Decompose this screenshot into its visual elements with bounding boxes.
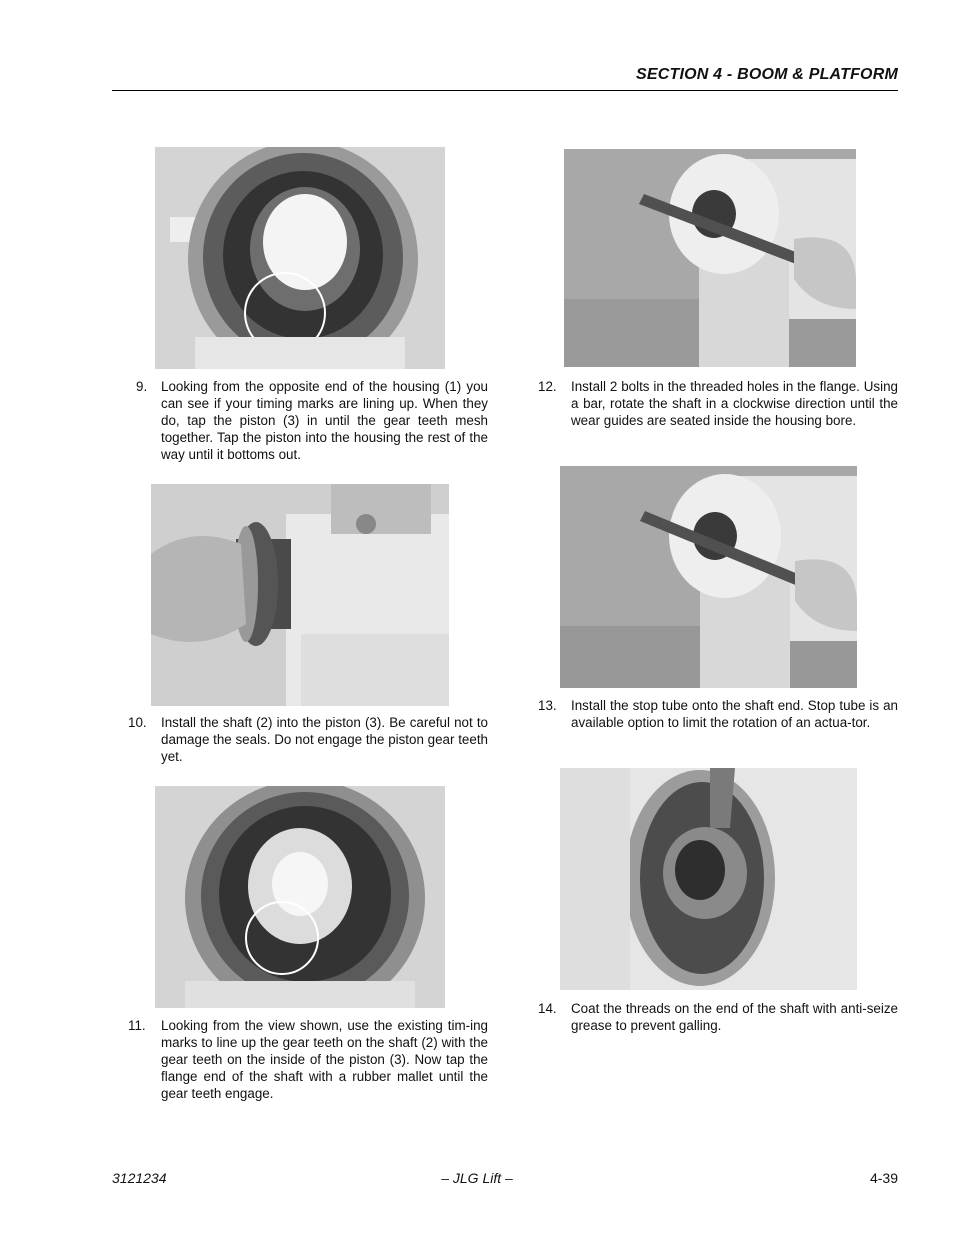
step-text: Looking from the opposite end of the housing (1) you can see if your timing marks are lining up. When they do, tap the piston (3) in until the gear teeth mesh together. Tap the piston into the housing the rest of the way until it bottoms out.: [161, 379, 488, 462]
photo-wear-guides-seated: [560, 466, 857, 688]
photo-rotate-shaft-bar: [564, 149, 856, 367]
step-text: Install 2 bolts in the threaded holes in the flange. Using a bar, rotate the shaft in a clockwise direction until the wear guides are seated inside the housing bore.: [571, 379, 898, 428]
step-number: 12.: [538, 379, 557, 394]
section-title: SECTION 4 - BOOM & PLATFORM: [636, 66, 898, 83]
photo-housing-timing-marks: [155, 147, 445, 369]
step-12: [538, 378, 898, 450]
footer-doc-number: 3121234: [112, 1170, 167, 1186]
step-10: [128, 714, 488, 769]
step-text: Looking from the view shown, use the existing tim-ing marks to line up the gear teeth on the shaft (2) with the gear teeth on the inside of the piston (3). Now tap the flange end of the shaft with a rubber mallet until the gear teeth engage.: [161, 1018, 488, 1101]
step-14: [538, 1000, 898, 1040]
footer-page-number: 4-39: [869, 1170, 898, 1186]
photo-install-shaft: [151, 484, 449, 706]
step-13: [538, 697, 898, 752]
step-number: 14.: [538, 1001, 557, 1016]
photo-gear-alignment: [155, 786, 445, 1008]
step-number: 11.: [128, 1018, 146, 1033]
photo-stop-tube: [560, 768, 857, 990]
step-number: 10.: [128, 715, 147, 730]
step-text: Coat the threads on the end of the shaft with anti-seize grease to prevent galling.: [571, 1001, 898, 1033]
step-text: Install the stop tube onto the shaft end. Stop tube is an available option to limit the rotation of an actua-tor.: [571, 698, 898, 730]
step-text: Install the shaft (2) into the piston (3). Be careful not to damage the seals. Do not engage the piston gear teeth yet.: [161, 715, 488, 764]
step-9: [128, 378, 488, 468]
step-11: [128, 1017, 488, 1107]
page-header: [112, 64, 898, 91]
footer-publisher: – JLG Lift –: [441, 1170, 513, 1186]
step-number: 13.: [538, 698, 557, 713]
step-number: 9.: [136, 379, 148, 394]
